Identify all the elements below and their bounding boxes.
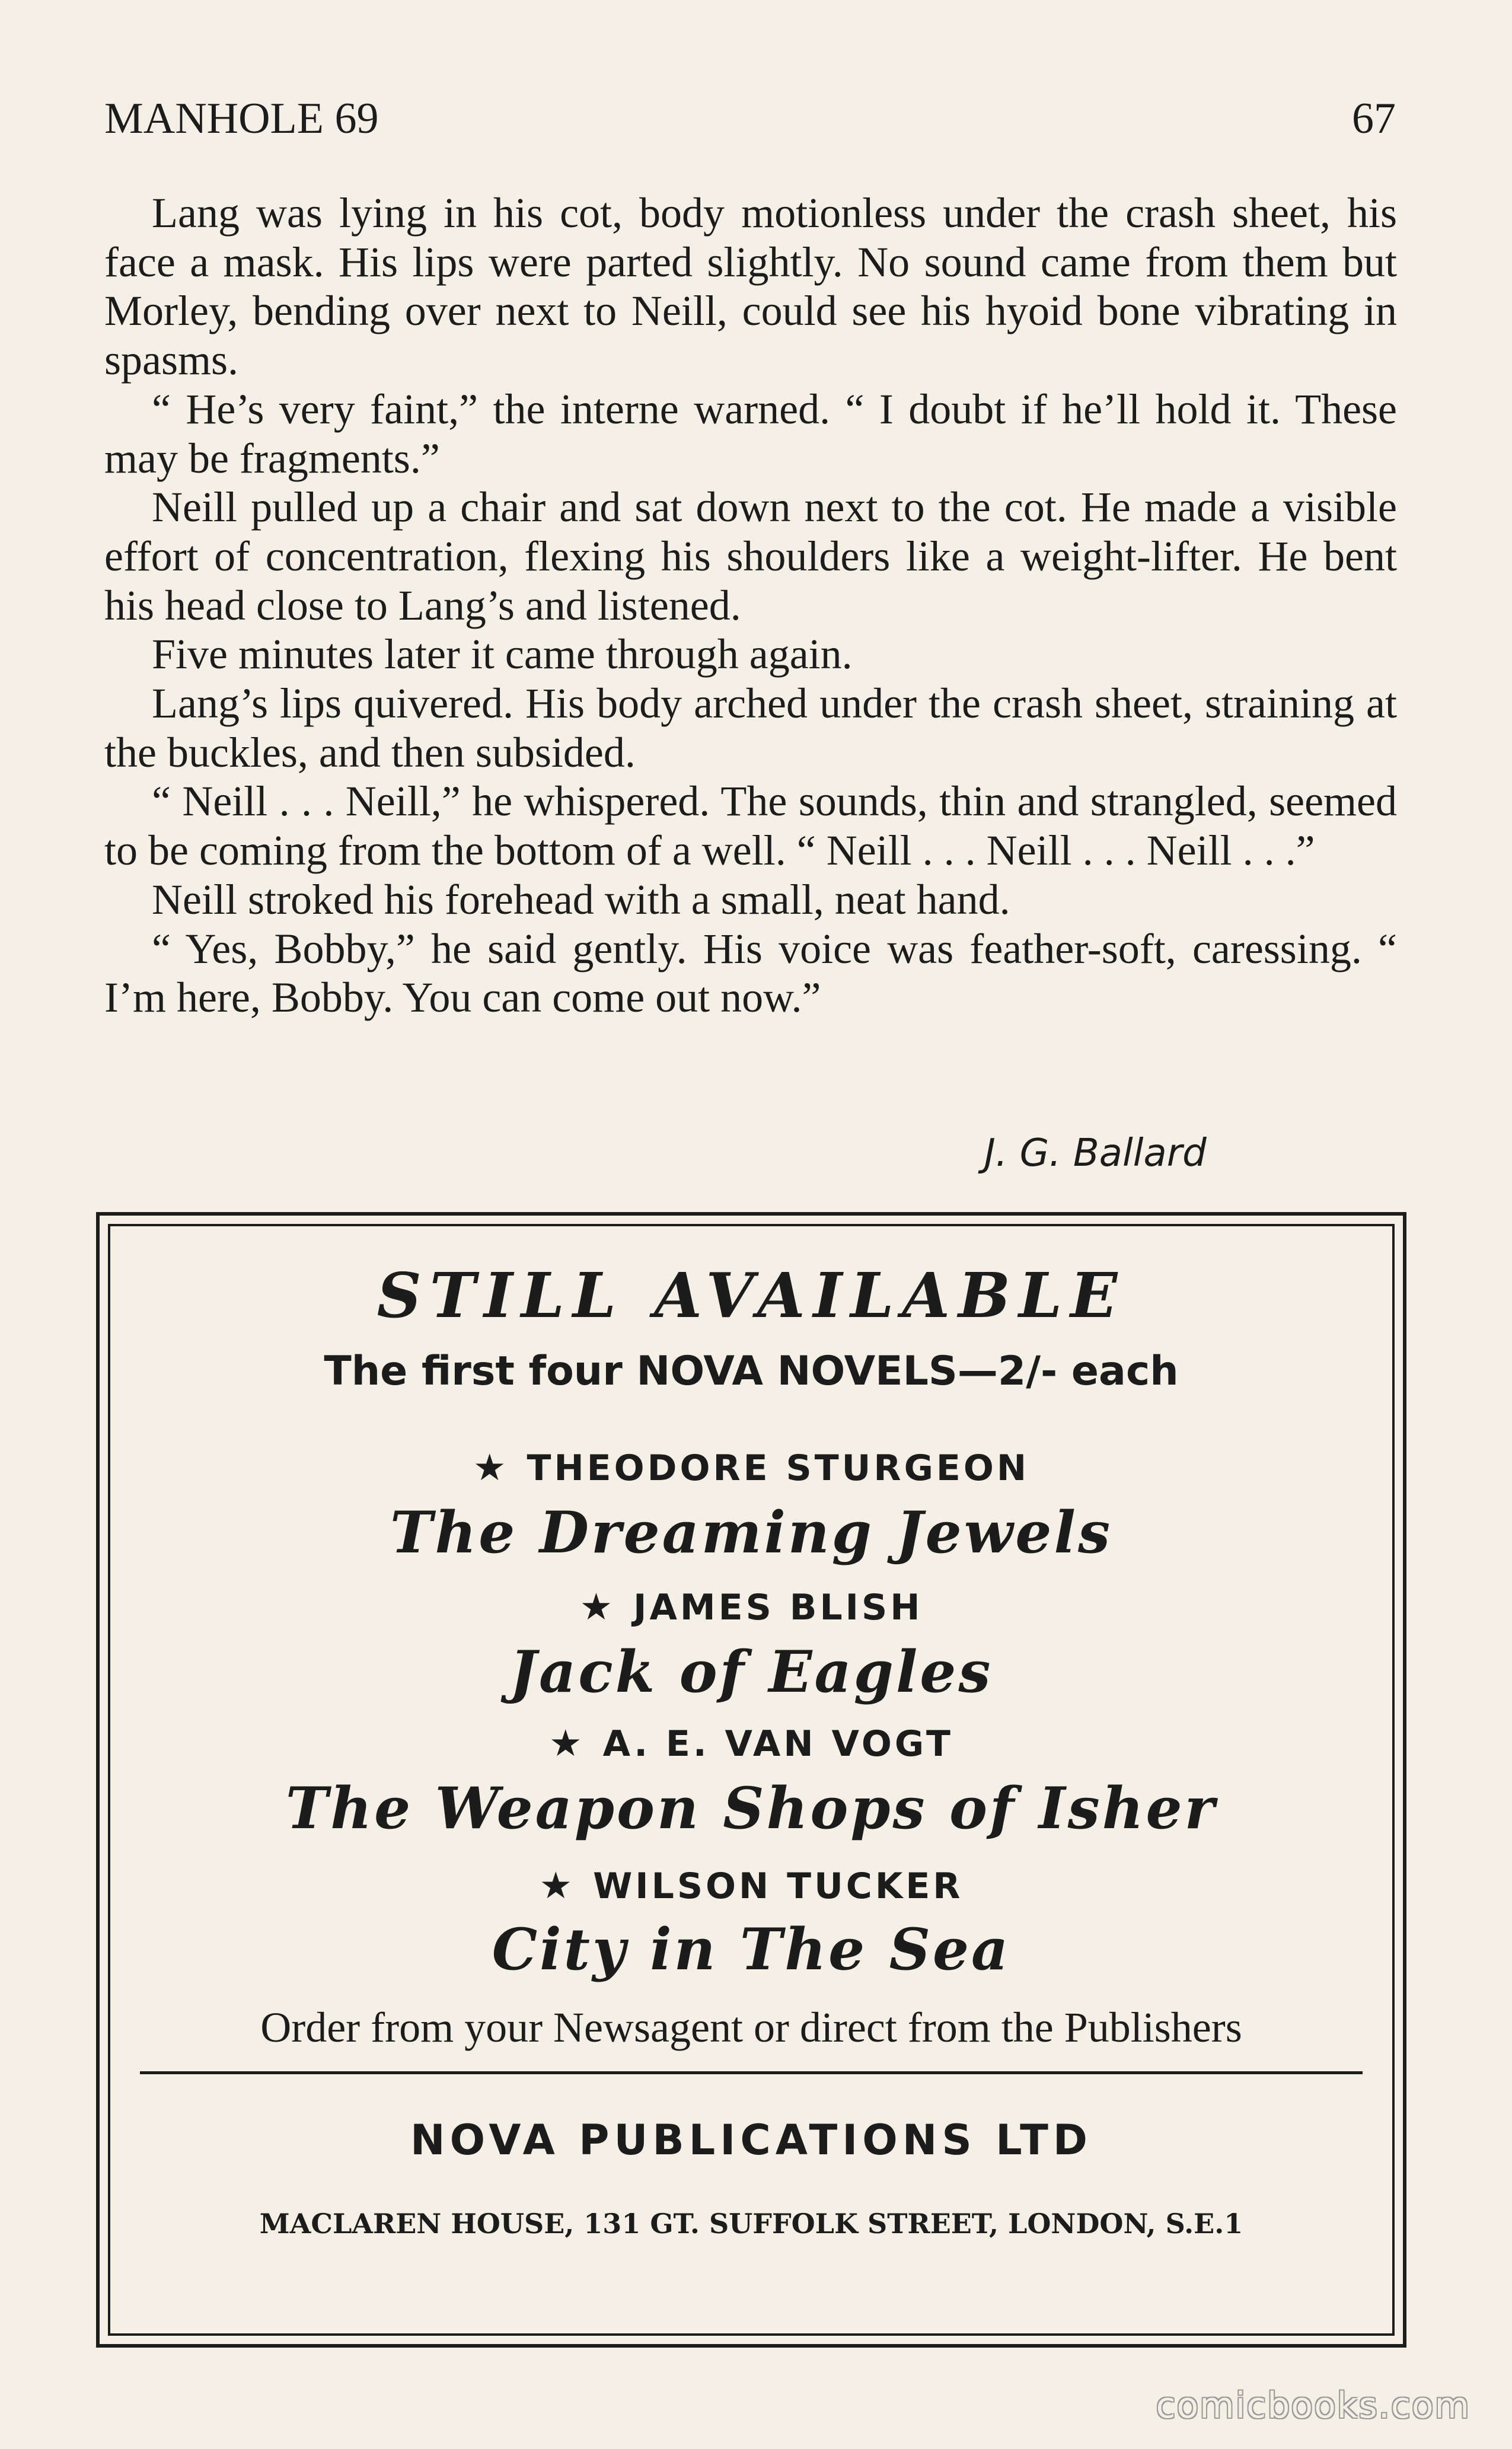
star-icon: ★ — [549, 1721, 585, 1765]
book-title-2: Jack of Eagles — [509, 1638, 993, 1705]
author-name: WILSON TUCKER — [593, 1866, 964, 1907]
book-title-4: City in The Sea — [492, 1916, 1011, 1983]
story-paragraph: Neill pulled up a chair and sat down next to the cot. He made a visible effort of concentration, flexing his shoulders like a weight-lifter. He bent his head close to Lang’s and listened. — [104, 483, 1397, 629]
divider-rule — [140, 2071, 1363, 2074]
book-author-2 — [110, 1585, 1392, 1628]
story-paragraph: “ Yes, Bobby,” he said gently. His voice was feather-soft, caressing. “ I’m here, Bobby. You can come out now.” — [104, 924, 1397, 1022]
ad-headline: STILL AVAILABLE — [377, 1259, 1126, 1332]
author-name: THEODORE STURGEON — [527, 1447, 1030, 1489]
order-instructions: Order from your Newsagent or direct from the Publishers — [260, 2004, 1242, 2051]
advertisement-box — [96, 1212, 1406, 2348]
story-paragraph: Neill stroked his forehead with a small, neat hand. — [152, 875, 1010, 923]
star-icon: ★ — [473, 1446, 509, 1489]
running-title: MANHOLE 69 — [104, 94, 379, 143]
book-author-1 — [110, 1446, 1392, 1489]
star-icon: ★ — [579, 1585, 616, 1628]
story-paragraph: Lang was lying in his cot, body motionless under the crash sheet, his face a mask. His lips were parted slightly. No sound came from them but Morley, bending over next to Neill, could see his hyoid bone vibrating in spasms. — [104, 189, 1397, 384]
story-text — [104, 189, 1397, 1022]
book-author-4 — [110, 1864, 1392, 1907]
book-title-3: The Weapon Shops of Isher — [285, 1775, 1217, 1842]
publisher-address: MACLAREN HOUSE, 131 GT. SUFFOLK STREET, LONDON, S.E.1 — [259, 2208, 1243, 2240]
publisher-name: NOVA PUBLICATIONS LTD — [410, 2116, 1092, 2164]
star-icon: ★ — [539, 1864, 576, 1907]
page-number: 67 — [1352, 94, 1396, 143]
story-paragraph: Five minutes later it came through again. — [152, 630, 853, 678]
author-byline: J. G. Ballard — [984, 1131, 1207, 1175]
book-author-3 — [110, 1721, 1392, 1765]
page-header — [104, 89, 1396, 148]
story-paragraph: Lang’s lips quivered. His body arched under the crash sheet, straining at the buckles, and then subsided. — [104, 680, 1397, 776]
advertisement-inner-frame — [108, 1224, 1395, 2336]
story-paragraph: “ He’s very faint,” the interne warned. “ I doubt if he’ll hold it. These may be fragments.” — [104, 385, 1397, 482]
author-name: A. E. VAN VOGT — [602, 1723, 953, 1765]
author-name: JAMES BLISH — [633, 1587, 923, 1628]
book-title-1: The Dreaming Jewels — [390, 1499, 1112, 1566]
story-paragraph: “ Neill . . . Neill,” he whispered. The sounds, thin and strangled, seemed to be coming from the bottom of a well. “ Neill . . . Neill . . . Neill . . .” — [104, 777, 1397, 875]
ad-subheadline: The first four NOVA NOVELS—2/- each — [324, 1348, 1179, 1395]
watermark: comicbooks.com — [1156, 2385, 1470, 2426]
